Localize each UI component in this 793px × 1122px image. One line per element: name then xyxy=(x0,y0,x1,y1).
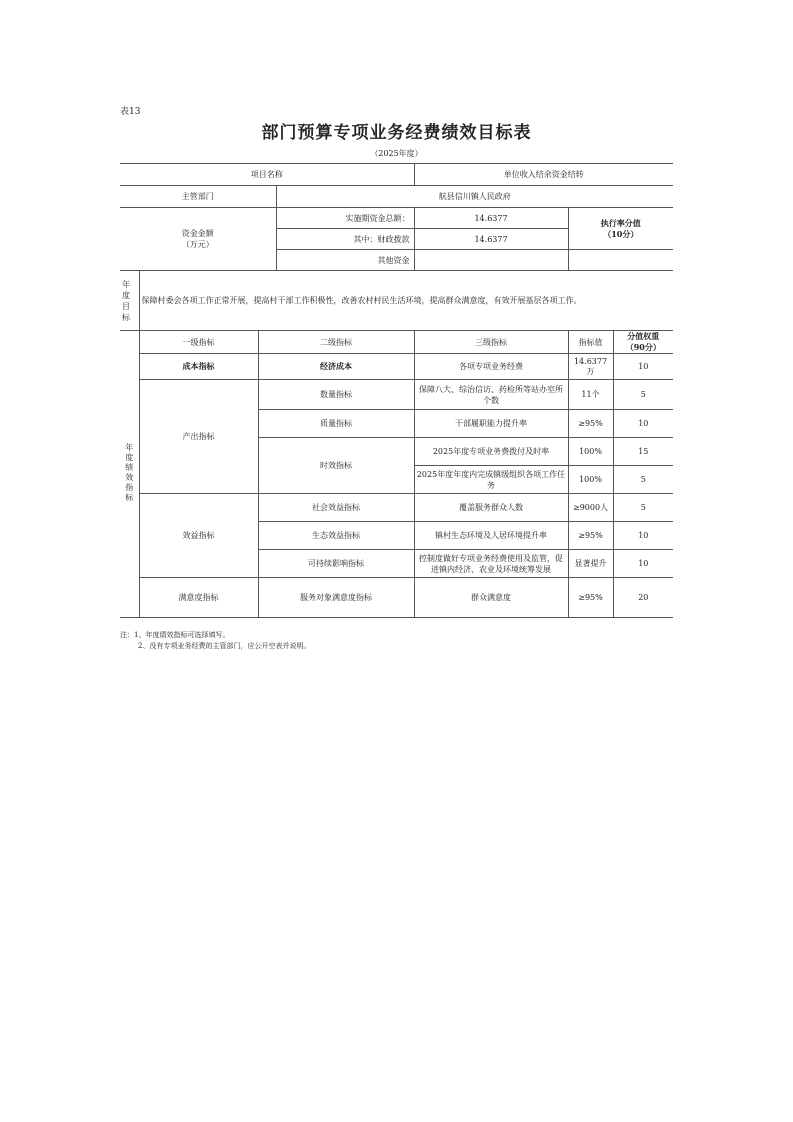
quantity-value: 11个 xyxy=(568,380,613,410)
social-value: ≥9000人 xyxy=(568,494,613,522)
header-weight-label: 分值权重 xyxy=(627,331,660,341)
header-value: 指标值 xyxy=(568,331,613,354)
table-row xyxy=(120,354,673,380)
time2-value: 100% xyxy=(568,466,613,494)
annual-goal-text: 保障村委会各项工作正常开展，提高村干部工作积极性，改善农村村民生活环境，提高群众满意度，有效开展基层各项工作。 xyxy=(139,271,673,331)
footnote-2: 2、没有专项业务经费的主管部门，应公开空表并说明。 xyxy=(138,642,311,650)
cost-level1: 成本指标 xyxy=(139,354,258,380)
satisfaction-weight: 20 xyxy=(613,578,673,618)
time1-weight: 15 xyxy=(613,438,673,466)
quantity-level3: 保障八大、综治信访、药检所等站办室所个数 xyxy=(414,380,568,410)
table-number: 表13 xyxy=(120,107,141,117)
annual-goal-label xyxy=(120,271,139,331)
quantity-level2: 数量指标 xyxy=(258,380,414,410)
cost-level3: 各项专项业务经费 xyxy=(414,354,568,380)
sustain-weight: 10 xyxy=(613,550,673,578)
satisfaction-value: ≥95% xyxy=(568,578,613,618)
budget-year: （2025年度） xyxy=(370,149,423,158)
cost-level2: 经济成本 xyxy=(258,354,414,380)
annual-goal-label-char3: 目 xyxy=(122,301,130,311)
empty-cell xyxy=(568,250,673,271)
annual-goal-label-char2: 度 xyxy=(122,290,130,300)
eco-weight: 10 xyxy=(613,522,673,550)
fund-amount-label-line1: 资金金额 xyxy=(181,229,214,238)
time-level2: 时效指标 xyxy=(258,438,414,494)
sustain-level3: 控制度做好专项业务经费使用及监管，促进镇内经济、农业及环境统筹发展 xyxy=(414,550,568,578)
table-row xyxy=(120,578,673,618)
table-row xyxy=(120,494,673,522)
annual-goal-label-char4: 标 xyxy=(122,312,130,322)
indicator-side-text: 年度绩效指标 xyxy=(124,443,134,503)
footnotes xyxy=(120,630,310,652)
department-label: 主管部门 xyxy=(120,186,276,208)
eco-level2: 生态效益指标 xyxy=(258,522,414,550)
performance-goal-table xyxy=(120,163,673,618)
footnote-1: 注：1、年度绩效指标可选择填写。 xyxy=(120,631,230,639)
header-weight xyxy=(613,331,673,354)
department-value: 航县信川镇人民政府 xyxy=(276,186,673,208)
satisfaction-level2: 服务对象满意度指标 xyxy=(258,578,414,618)
header-level2: 二级指标 xyxy=(258,331,414,354)
header-level1: 一级指标 xyxy=(139,331,258,354)
indicator-side-label xyxy=(120,331,139,618)
output-level1: 产出指标 xyxy=(139,380,258,494)
fund-amount-unit: （万元） xyxy=(181,240,214,249)
other-fund-value xyxy=(414,250,568,271)
fiscal-fund-value: 14.6377 xyxy=(414,229,568,250)
satisfaction-level1: 满意度指标 xyxy=(139,578,258,618)
execution-score-label: 执行率分值 xyxy=(600,217,641,228)
cost-value: 14.6377万 xyxy=(568,354,613,380)
sustain-value: 显著提升 xyxy=(568,550,613,578)
quality-value: ≥95% xyxy=(568,410,613,438)
time2-level3: 2025年度年度内完成镇级组织各项工作任务 xyxy=(414,466,568,494)
time1-level3: 2025年度专项业务费拨付及时率 xyxy=(414,438,568,466)
social-level2: 社会效益指标 xyxy=(258,494,414,522)
quality-level3: 干部履职能力提升率 xyxy=(414,410,568,438)
social-weight: 5 xyxy=(613,494,673,522)
other-fund-label: 其他资金 xyxy=(276,250,414,271)
quality-level2: 质量指标 xyxy=(258,410,414,438)
eco-value: ≥95% xyxy=(568,522,613,550)
fiscal-fund-label: 其中：财政拨款 xyxy=(276,229,414,250)
satisfaction-level3: 群众满意度 xyxy=(414,578,568,618)
time1-value: 100% xyxy=(568,438,613,466)
social-level3: 覆盖服务群众人数 xyxy=(414,494,568,522)
fund-amount-label xyxy=(120,208,276,271)
quality-weight: 10 xyxy=(613,410,673,438)
header-level3: 三级指标 xyxy=(414,331,568,354)
total-fund-label: 实施期资金总额： xyxy=(276,208,414,229)
quantity-weight: 5 xyxy=(613,380,673,410)
annual-goal-label-char1: 年 xyxy=(122,279,130,289)
header-weight-points: （90分） xyxy=(625,342,661,352)
table-row xyxy=(120,380,673,410)
execution-score-points: （10分） xyxy=(603,228,639,239)
cost-weight: 10 xyxy=(613,354,673,380)
execution-score xyxy=(568,208,673,250)
time2-weight: 5 xyxy=(613,466,673,494)
eco-level3: 镇村生态环境及人居环境提升率 xyxy=(414,522,568,550)
project-name-value: 单位收入结余资金结转 xyxy=(414,164,673,186)
page-title: 部门预算专项业务经费绩效目标表 xyxy=(261,123,532,143)
project-name-label: 项目名称 xyxy=(120,164,414,186)
total-fund-value: 14.6377 xyxy=(414,208,568,229)
sustain-level2: 可持续影响指标 xyxy=(258,550,414,578)
effect-level1: 效益指标 xyxy=(139,494,258,578)
